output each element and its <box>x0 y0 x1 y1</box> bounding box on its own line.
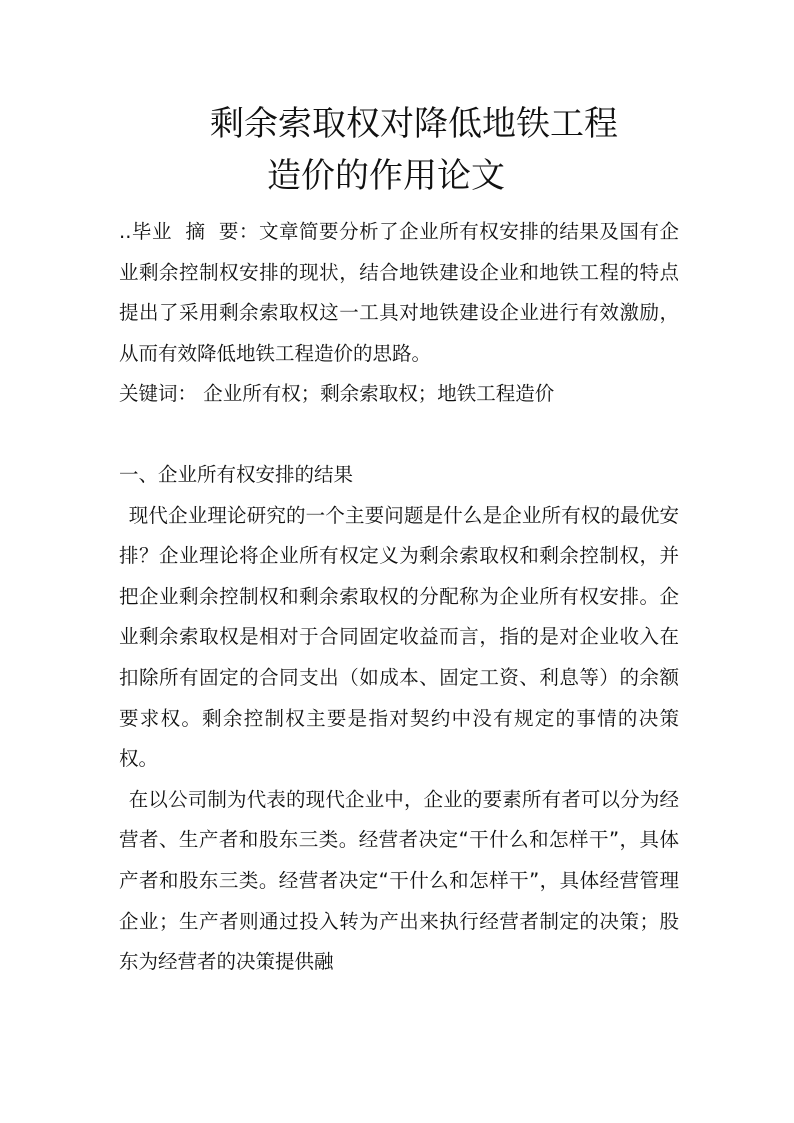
document-title-line-2: 造价的作用论文 <box>267 156 505 196</box>
keywords-label: 关键词： <box>119 382 198 406</box>
document-title-line-1: 剩余索取权对降低地铁工程 <box>210 104 618 144</box>
spacer <box>119 415 679 455</box>
keywords-text: 企业所有权；剩余索取权；地铁工程造价 <box>203 382 555 406</box>
document-body <box>119 212 679 983</box>
abstract-paragraph <box>119 212 679 374</box>
section-paragraph: 现代企业理论研究的一个主要问题是什么是企业所有权的最优安排？企业理论将企业所有权定义为剩余索取权和剩余控制权，并把企业剩余控制权和剩余索取权的分配称为企业所有权安排。企业剩余索取权是相对于合同固定收益而言，指的是对企业收入在扣除所有固定的合同支出（如成本、固定工资、利息等）的余额要求权。剩余控制权主要是指对契约中没有规定的事情的决策权。 <box>119 503 679 771</box>
abstract-label: 摘 要： <box>185 220 259 243</box>
abstract-prefix: ..毕业 <box>119 220 172 243</box>
section-heading: 一、企业所有权安排的结果 <box>119 462 354 486</box>
section-paragraph: 在以公司制为代表的现代企业中，企业的要素所有者可以分为经营者、生产者和股东三类。经营者决定“干什么和怎样干”，具体产者和股东三类。经营者决定“干什么和怎样干”，具体经营管理企业；生产者则通过投入转为产出来执行经营者制定的决策；股东为经营者的决策提供融 <box>119 787 679 974</box>
abstract-text: 文章简要分析了企业所有权安排的结果及国有企业剩余控制权安排的现状，结合地铁建设企业和地铁工程的特点提出了采用剩余索取权这一工具对地铁建设企业进行有效激励，从而有效降低地铁工程造价的思路。 <box>119 220 679 365</box>
keywords-line <box>119 374 679 415</box>
